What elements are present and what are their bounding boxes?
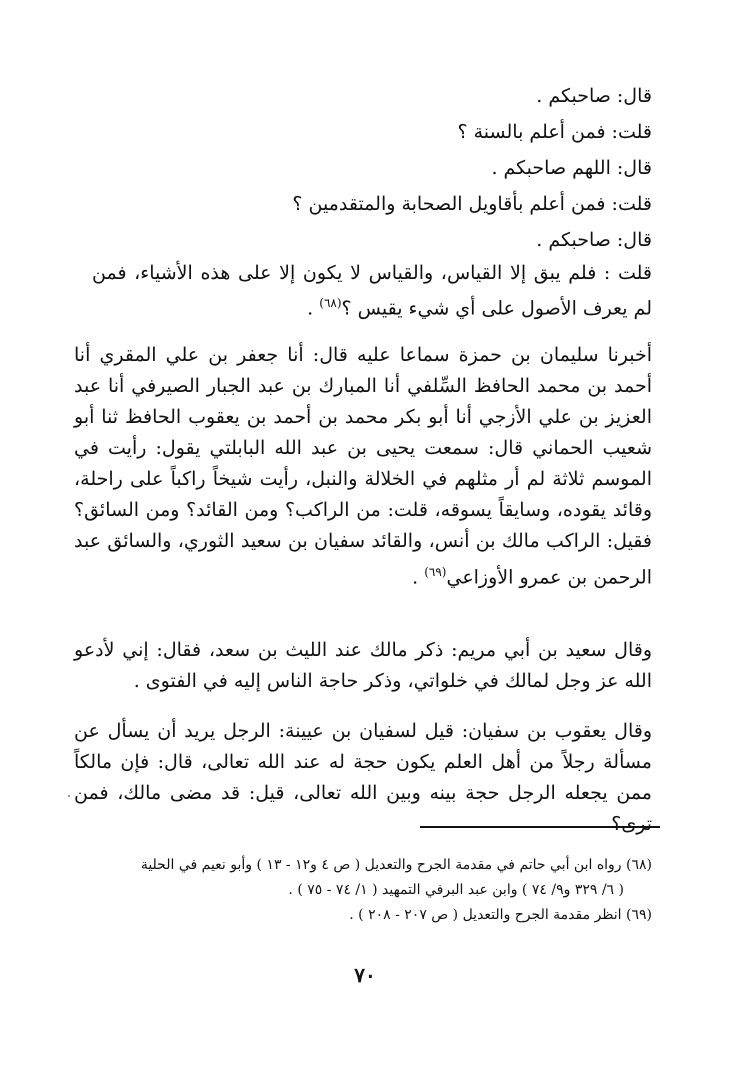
footnote-68: (٦٨) رواه ابن أبي حاتم في مقدمة الجرح والتعديل ( ص ٤ و١٢ - ١٣ ) وأبو نعيم في الحلية bbox=[140, 857, 652, 873]
dialogue-line: قلت: فمن أعلم بالسنة ؟ bbox=[457, 121, 652, 143]
dialogue-line: قال: صاحبكم . bbox=[536, 229, 652, 251]
dialogue-line: قلت: فمن أعلم بأقاويل الصحابة والمتقدمين ؟ bbox=[292, 193, 652, 215]
dialogue-final-text: قلت : فلم يبق إلا القياس، والقياس لا يكون إلا على هذه الأشياء، فمن لم يعرف الأصول على أي شيء يقيس ؟ bbox=[92, 262, 652, 320]
paragraph-ibn-abi-maryam: وقال سعيد بن أبي مريم: ذكر مالك عند الليث بن سعد، فقال: إني لأدعو الله عز وجل لمالك في خلواتي، وذكر حاجة الناس إليه في الفتوى . bbox=[74, 639, 652, 692]
footnote-divider bbox=[420, 826, 660, 828]
paragraph-narration-three-scholars bbox=[74, 340, 652, 593]
dialogue-final-end: . bbox=[307, 297, 320, 320]
paragraph-yaqub-ibn-sufyan: وقال يعقوب بن سفيان: قيل لسفيان بن عيينة: الرجل يريد أن يسأل عن مسألة رجلاً من أهل العلم يكون حجة له عند الله تعالى، قال: فإن مالكاً ممن يجعله الرجل حجة بينه وبين الله تعالى، قيل: قد مضى مالك، فمن ترى؟ bbox=[74, 720, 652, 835]
footnotes-block bbox=[74, 853, 652, 928]
dialogue-final-paragraph bbox=[92, 258, 652, 323]
footnote-69: (٦٩) انظر مقدمة الجرح والتعديل ( ص ٢٠٧ - ٢٠٨ ) . bbox=[349, 907, 652, 923]
paragraph-text: أخبرنا سليمان بن حمزة سماعا عليه قال: أنا جعفر بن علي المقري أنا أحمد بن محمد الحافظ السِّلفي أنا المبارك بن عبد الجبار الصيرفي أنا عبد العزيز بن علي الأزجي أنا أبو بكر محمد بن أحمد بن يعقوب الحافظ ثنا أبو شعيب الحماني قال: سمعت يحيى بن عبد الله البابلتي يقول: رأيت في الموسم ثلاثة لم أر مثلهم في الخلالة والنبل، رأيت شيخاً راكباً على راحلة، وقائد يقوده، وسايقاً يسوقه، قلت: من الراكب؟ ومن القائد؟ ومن السائق؟ فقيل: الراكب مالك بن أنس، والقائد سفيان بن سعيد الثوري، والسائق عبد الرحمن بن عمرو الأوزاعي bbox=[74, 344, 652, 589]
dialogue-line: قال: اللهم صاحبكم . bbox=[491, 157, 652, 179]
footnote-ref-69[interactable]: (٦٩) bbox=[424, 565, 447, 579]
dialogue-line: قال: صاحبكم . bbox=[536, 85, 652, 107]
page-number: ٧٠ bbox=[354, 963, 376, 987]
scan-speck bbox=[68, 795, 70, 797]
dialogue-block bbox=[92, 78, 652, 323]
footnote-ref-68[interactable]: (٦٨) bbox=[319, 296, 342, 310]
paragraph-end: . bbox=[412, 566, 425, 589]
footnote-68-continuation: ( ٦/ ٣٢٩ و٩/ ٧٤ ) وابن عبد البرفي التمهيد ( ١/ ٧٤ - ٧٥ ) . bbox=[288, 882, 624, 898]
